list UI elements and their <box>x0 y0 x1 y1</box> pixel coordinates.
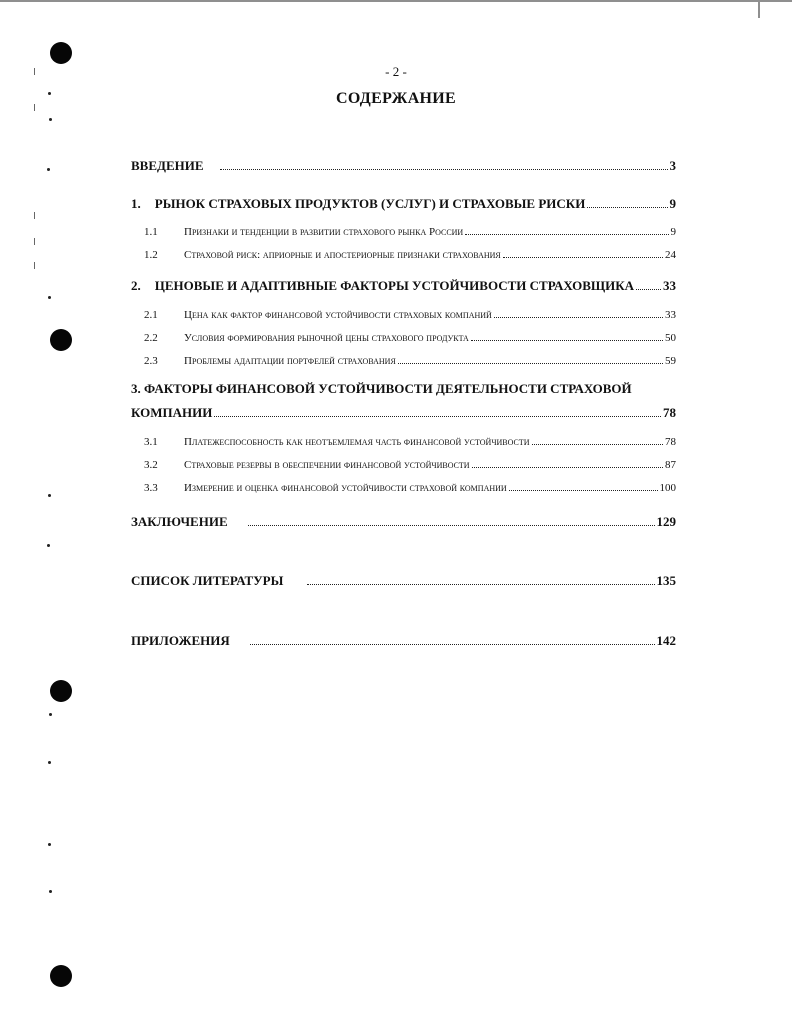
section-title: Страховые резервы в обеспечении финансовой устойчивости <box>184 459 470 471</box>
page-title: СОДЕРЖАНИЕ <box>335 90 457 107</box>
scan-speck <box>48 843 51 846</box>
toc-chapter-2 <box>131 278 676 294</box>
dot-leader <box>398 362 663 364</box>
toc-section-3-1 <box>144 436 676 448</box>
dot-leader <box>471 339 663 341</box>
section-title: Цена как фактор финансовой устойчивости страховых компаний <box>184 309 492 321</box>
scan-speck <box>49 890 52 893</box>
dot-leader <box>248 524 655 526</box>
scan-tick <box>34 262 35 269</box>
punch-hole <box>50 42 72 64</box>
scan-speck <box>47 544 50 547</box>
toc-page-number: 59 <box>665 355 676 367</box>
scan-speck <box>48 296 51 299</box>
toc-page-number: 78 <box>663 405 676 420</box>
toc-entry-references <box>131 573 676 589</box>
chapter-title: РЫНОК СТРАХОВЫХ ПРОДУКТОВ (УСЛУГ) И СТРАХОВЫЕ РИСКИ <box>154 196 586 211</box>
dot-leader <box>532 443 663 445</box>
scan-tick <box>34 212 35 219</box>
scan-speck <box>49 118 52 121</box>
dot-leader <box>587 206 667 208</box>
dot-leader <box>503 256 663 258</box>
toc-section-3-2 <box>144 459 676 471</box>
chapter-title-continued: КОМПАНИИ <box>131 405 213 420</box>
toc-page-number: 33 <box>663 278 676 293</box>
chapter-title: ЦЕНОВЫЕ И АДАПТИВНЫЕ ФАКТОРЫ УСТОЙЧИВОСТИ СТРАХОВЩИКА <box>154 278 635 293</box>
scan-speck <box>49 713 52 716</box>
toc-entry-label: ЗАКЛЮЧЕНИЕ <box>131 514 228 529</box>
punch-hole <box>50 329 72 351</box>
toc-page-number: 87 <box>665 459 676 471</box>
punch-hole <box>50 965 72 987</box>
toc-entry-label: ВВЕДЕНИЕ <box>131 158 204 173</box>
toc-page-number: 3 <box>669 158 676 173</box>
toc-page-number: 33 <box>665 309 676 321</box>
toc-section-1-2 <box>144 249 676 261</box>
toc-page-number: 9 <box>669 196 676 211</box>
toc-section-1-1 <box>144 226 676 238</box>
toc-section-2-3 <box>144 355 676 367</box>
section-number: 1.2 <box>144 249 158 261</box>
scan-tick <box>34 238 35 245</box>
dot-leader <box>472 466 663 468</box>
section-number: 2.1 <box>144 309 158 321</box>
dot-leader <box>494 316 663 318</box>
scan-border-right <box>758 0 760 18</box>
dot-leader <box>214 415 661 417</box>
chapter-number: 2. <box>131 278 141 293</box>
toc-page-number: 142 <box>656 633 676 648</box>
toc-page-number: 135 <box>656 573 676 588</box>
toc-entry-label: СПИСОК ЛИТЕРАТУРЫ <box>131 573 284 588</box>
section-title: Проблемы адаптации портфелей страхования <box>184 355 396 367</box>
scan-border-top <box>0 0 792 2</box>
section-number: 2.2 <box>144 332 158 344</box>
toc-entry-intro <box>131 158 676 174</box>
toc-section-2-2 <box>144 332 676 344</box>
section-title: Страховой риск: априорные и апостериорные признаки страхования <box>184 249 501 261</box>
toc-chapter-3-heading <box>131 381 632 397</box>
dot-leader <box>220 168 668 170</box>
dot-leader <box>509 489 658 491</box>
chapter-title: ФАКТОРЫ ФИНАНСОВОЙ УСТОЙЧИВОСТИ ДЕЯТЕЛЬНОСТИ СТРАХОВОЙ <box>144 381 632 396</box>
section-title: Признаки и тенденции в развитии страхового рынка России <box>184 226 464 238</box>
section-title: Условия формирования рыночной цены страхового продукта <box>184 332 469 344</box>
toc-entry-appendices <box>131 633 676 649</box>
toc-page-number: 100 <box>659 482 676 494</box>
punch-hole <box>50 680 72 702</box>
toc-page-number: 9 <box>670 226 676 238</box>
section-title: Измерение и оценка финансовой устойчивости страховой компании <box>184 482 507 494</box>
toc-page-number: 78 <box>665 436 676 448</box>
dot-leader <box>465 233 668 235</box>
section-number: 3.1 <box>144 436 158 448</box>
section-number: 2.3 <box>144 355 158 367</box>
dot-leader <box>250 643 655 645</box>
dot-leader <box>307 583 654 585</box>
toc-page-number: 24 <box>665 249 676 261</box>
toc-section-2-1 <box>144 309 676 321</box>
toc-section-3-3 <box>144 482 676 494</box>
scan-speck <box>47 168 50 171</box>
scan-speck <box>48 494 51 497</box>
section-title: Платежеспособность как неотъемлемая часть финансовой устойчивости <box>184 436 530 448</box>
toc-entry-label: ПРИЛОЖЕНИЯ <box>131 633 230 648</box>
section-number: 3.3 <box>144 482 158 494</box>
section-number: 3.2 <box>144 459 158 471</box>
page-number: - 2 - <box>385 64 407 79</box>
section-number: 1.1 <box>144 226 158 238</box>
toc-entry-conclusion <box>131 514 676 530</box>
toc-page-number: 50 <box>665 332 676 344</box>
scan-speck <box>48 761 51 764</box>
toc-page-number: 129 <box>656 514 676 529</box>
dot-leader <box>636 288 661 290</box>
chapter-number: 1. <box>131 196 141 211</box>
chapter-number: 3. <box>131 381 141 396</box>
toc-chapter-1 <box>131 196 676 212</box>
toc-chapter-3 <box>131 405 676 421</box>
